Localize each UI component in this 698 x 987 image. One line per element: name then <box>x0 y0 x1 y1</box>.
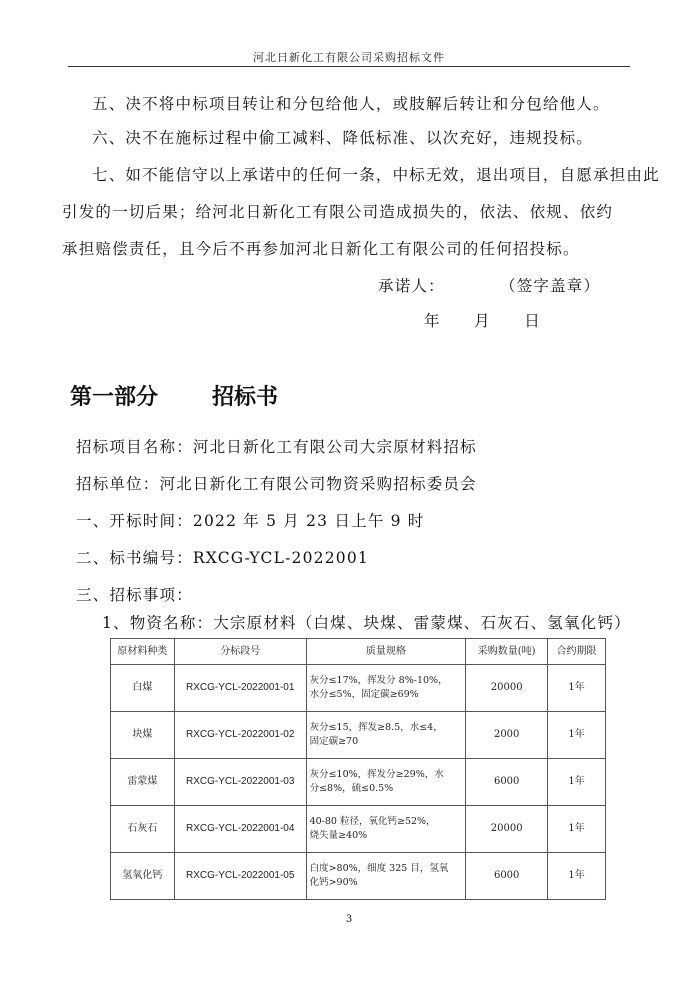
cell-contract-term: 1年 <box>548 853 606 900</box>
cell-contract-term: 1年 <box>548 759 606 806</box>
spec-line: 灰分≤10%，挥发分≥29%，水 <box>309 769 444 780</box>
spec-line: 白度>80%，细度 325 目，氢氧 <box>309 863 449 874</box>
commitment-7-cont-1: 引发的一切后果；给河北日新化工有限公司造成损失的，依法、依规、依约 <box>62 203 614 221</box>
promisor-label: 承诺人： <box>378 277 445 295</box>
table-row <box>111 759 606 806</box>
commitment-7: 七、如不能信守以上承诺中的任何一条，中标无效，退出项目，自愿承担由此 <box>92 166 660 184</box>
cell-material-type: 氢氧化钙 <box>111 853 175 900</box>
section-part: 第一部分 <box>70 385 159 410</box>
project-name: 招标项目名称：河北日新化工有限公司大宗原材料招标 <box>76 438 477 456</box>
bid-opening-time: 一、开标时间：2022 年 5 月 23 日上午 9 时 <box>76 512 425 530</box>
spec-line: 固定碳≥70 <box>309 736 359 747</box>
section-title: 招标书 <box>212 385 279 410</box>
date-label: 年 月 日 <box>424 312 541 330</box>
table-row <box>111 853 606 900</box>
spec-line: 化钙>90% <box>309 877 358 888</box>
cell-quality-spec <box>306 759 466 806</box>
cell-quantity: 6000 <box>466 759 548 806</box>
table-header-row <box>111 639 606 665</box>
cell-quality-spec <box>306 665 466 712</box>
cell-quantity: 20000 <box>466 665 548 712</box>
section-heading <box>70 380 278 411</box>
table-row <box>111 712 606 759</box>
header-contract-term: 合约期限 <box>548 639 606 665</box>
items-heading: 三、招标事项： <box>76 586 193 604</box>
cell-quantity: 20000 <box>466 806 548 853</box>
cell-material-type: 白煤 <box>111 665 175 712</box>
tender-unit: 招标单位：河北日新化工有限公司物资采购招标委员会 <box>76 475 477 493</box>
cell-quality-spec <box>306 853 466 900</box>
header-quality-spec: 质量规格 <box>306 639 466 665</box>
header-lot-number: 分标段号 <box>174 639 306 665</box>
spec-line: 分≤8%，硫≤0.5% <box>309 783 394 794</box>
seal-label: （签字盖章） <box>500 277 601 295</box>
commitment-6: 六、决不在施标过程中偷工减料、降低标准、以次充好，违规投标。 <box>92 129 594 147</box>
page-number: 3 <box>345 914 353 925</box>
cell-contract-term: 1年 <box>548 665 606 712</box>
bid-number: 二、标书编号：RXCG-YCL-2022001 <box>76 549 369 567</box>
materials-table <box>110 638 606 900</box>
spec-line: 烧失量≥40% <box>309 830 368 841</box>
document-header: 河北日新化工有限公司采购招标文件 <box>253 51 445 64</box>
spec-line: 灰分≤17%，挥发分 8%-10%， <box>309 675 448 686</box>
cell-quality-spec <box>306 806 466 853</box>
cell-quantity: 2000 <box>466 712 548 759</box>
spec-line: 40-80 粒径，氧化钙≥52%， <box>309 816 436 827</box>
header-quantity: 采购数量(吨) <box>466 639 548 665</box>
cell-contract-term: 1年 <box>548 712 606 759</box>
commitment-5: 五、决不将中标项目转让和分包给他人，或肢解后转让和分包给他人。 <box>92 95 610 113</box>
cell-quality-spec <box>306 712 466 759</box>
spec-line: 水分≤5%，固定碳≥69% <box>309 689 419 700</box>
table-row <box>111 665 606 712</box>
material-name: 1、物资名称：大宗原材料（白煤、块煤、雷蒙煤、石灰石、氢氧化钙） <box>102 614 631 632</box>
cell-lot-number: RXCG-YCL-2022001-02 <box>174 712 306 759</box>
cell-quantity: 6000 <box>466 853 548 900</box>
cell-lot-number: RXCG-YCL-2022001-03 <box>174 759 306 806</box>
cell-lot-number: RXCG-YCL-2022001-05 <box>174 853 306 900</box>
table-row <box>111 806 606 853</box>
commitment-7-cont-2: 承担赔偿责任，且今后不再参加河北日新化工有限公司的任何招投标。 <box>62 240 580 258</box>
cell-material-type: 块煤 <box>111 712 175 759</box>
cell-lot-number: RXCG-YCL-2022001-04 <box>174 806 306 853</box>
cell-material-type: 雷蒙煤 <box>111 759 175 806</box>
cell-lot-number: RXCG-YCL-2022001-01 <box>174 665 306 712</box>
cell-material-type: 石灰石 <box>111 806 175 853</box>
cell-contract-term: 1年 <box>548 806 606 853</box>
header-divider <box>68 66 630 67</box>
header-material-type: 原材料种类 <box>111 639 175 665</box>
spec-line: 灰分≤15，挥发≥8.5，水≤4， <box>309 722 443 733</box>
